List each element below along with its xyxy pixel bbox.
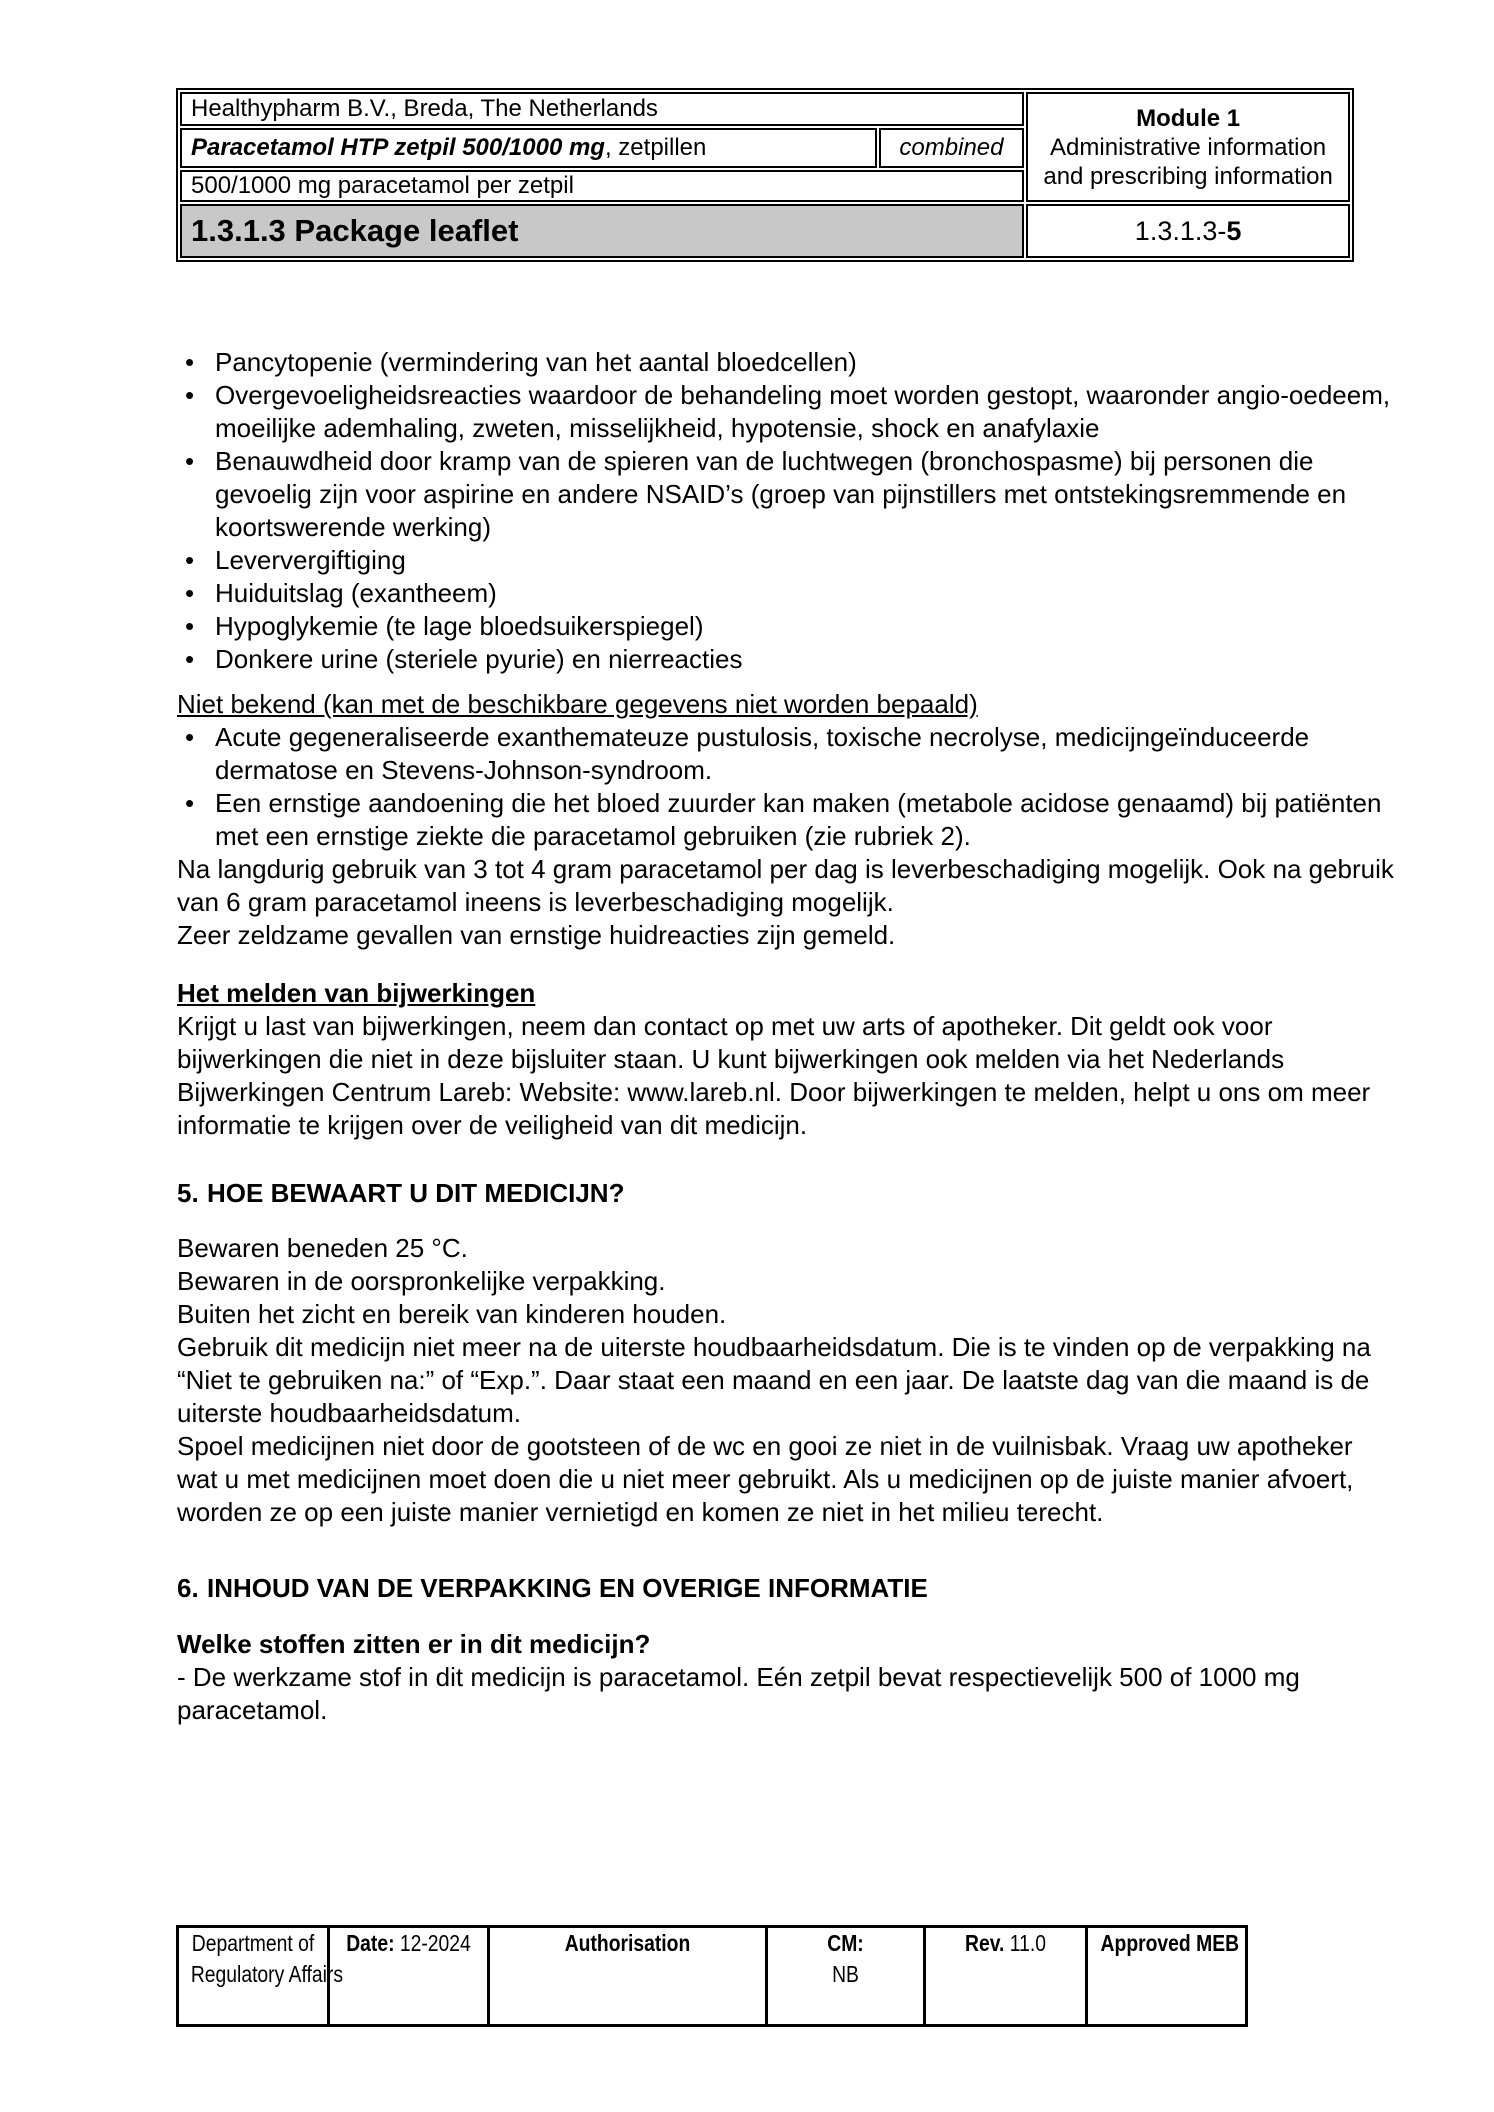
document-footer-table — [176, 1925, 1248, 2027]
list-item: • Benauwdheid door kramp van de spieren van de luchtwegen (bronchospasme) bij personen die gevoelig zijn voor aspirine en andere NSAID’s (groep van pijnstillers met ontstekingsremmende en koortswerende werking) — [177, 445, 1395, 544]
list-item: • Leververgiftiging — [177, 544, 1395, 577]
footer-cm-cell — [767, 1927, 925, 2026]
combined-cell: combined — [879, 128, 1024, 168]
leaflet-body — [177, 346, 1395, 1727]
footer-department-cell — [178, 1927, 343, 2026]
list-item: • Donkere urine (steriele pyurie) en nierreacties — [177, 643, 1395, 676]
module-line2: Administrative information — [1050, 133, 1327, 161]
cm-value: NB — [832, 1961, 859, 1987]
list-item: • Huiduitslag (exantheem) — [177, 577, 1395, 610]
company-cell — [180, 92, 1024, 126]
footer-rev-cell — [925, 1927, 1087, 2026]
date-value: 12-2024 — [399, 1930, 471, 1956]
list-item: • Pancytopenie (vermindering van het aantal bloedcellen) — [177, 346, 1395, 379]
paragraph-bewaren-2: Bewaren in de oorspronkelijke verpakking. — [177, 1266, 666, 1296]
side-effects-list — [177, 346, 1395, 676]
footer-approved-cell — [1087, 1927, 1247, 2026]
list-item: • Acute gegeneraliseerde exanthemateuze pustulosis, toxische necrolyse, medicijngeïnduceerde dermatose en Stevens-Johnson-syndroom. — [177, 721, 1395, 787]
section-6-title: INHOUD VAN DE VERPAKKING EN OVERIGE INFORMATIE — [207, 1573, 928, 1603]
doc-ref-prefix: 1.3.1.3- — [1134, 216, 1227, 246]
paragraph-melden: Krijgt u last van bijwerkingen, neem dan contact op met uw arts of apotheker. Dit geldt ook voor bijwerkingen die niet in deze bijsluiter staan. U kunt bijwerkingen ook melden via het Nederlands Bijwerkingen Centrum Lareb: Website: www.lareb.nl. Door bijwerkingen te melden, helpt u ons om meer informatie te krijgen over de veiligheid van dit medicijn. — [177, 1011, 1371, 1140]
section-6-number: 6. — [177, 1573, 199, 1603]
footer-date-cell — [329, 1927, 489, 2026]
paragraph-werkzame-stof: - De werkzame stof in dit medicijn is paracetamol. Eén zetpil bevat respectievelijk 500 of 1000 mg paracetamol. — [177, 1662, 1300, 1725]
department-line2: Regulatory Affairs — [190, 1961, 343, 1987]
module-cell — [1026, 92, 1350, 202]
welke-stoffen-heading: Welke stoffen zitten er in dit medicijn? — [177, 1629, 651, 1659]
paragraph-langdurig: Na langdurig gebruik van 3 tot 4 gram paracetamol per dag is leverbeschadiging mogelijk. Ook na gebruik van 6 gram paracetamol ineens is leverbeschadiging mogelijk. — [177, 854, 1394, 917]
authorisation-label: Authorisation — [564, 1930, 691, 1956]
doc-ref-cell — [1026, 204, 1350, 258]
section-5-heading — [177, 1177, 1395, 1210]
rev-label: Rev. — [965, 1930, 1005, 1956]
list-item: • Een ernstige aandoening die het bloed zuurder kan maken (metabole acidose genaamd) bij patiënten met een ernstige ziekte die paracetamol gebruiken (zie rubriek 2). — [177, 787, 1395, 853]
product-cell — [180, 128, 877, 168]
paragraph-zeldzaam: Zeer zeldzame gevallen van ernstige huidreacties zijn gemeld. — [177, 920, 896, 950]
paragraph-buiten: Buiten het zicht en bereik van kinderen houden. — [177, 1299, 727, 1329]
date-label: Date: — [346, 1930, 395, 1956]
section-6-heading — [177, 1572, 1395, 1605]
department-line1: Department of — [191, 1930, 315, 1956]
paragraph-bewaren-1: Bewaren beneden 25 °C. — [177, 1233, 468, 1263]
company-name: Healthypharm B.V., Breda, The Netherlands — [191, 95, 658, 122]
section-5-number: 5. — [177, 1178, 199, 1208]
package-leaflet-row: 1.3.1.3 Package leaflet — [180, 204, 1024, 258]
paragraph-spoel: Spoel medicijnen niet door de gootsteen of de wc en gooi ze niet in de vuilnisbak. Vraag uw apotheker wat u met medicijnen moet doen die u niet meer gebruikt. Als u medicijnen op de juiste manier afvoert, worden ze op een juiste manier vernietigd en komen ze niet in het milieu terecht. — [177, 1431, 1354, 1527]
melden-heading: Het melden van bijwerkingen — [177, 978, 536, 1008]
module-line3: and prescribing information — [1043, 162, 1333, 190]
header-row-section — [180, 204, 1350, 258]
strength-cell: 500/1000 mg paracetamol per zetpil — [180, 170, 1024, 202]
rev-value: 11.0 — [1009, 1930, 1046, 1956]
niet-bekend-heading: Niet bekend (kan met de beschikbare gegevens niet worden bepaald) — [177, 689, 978, 719]
list-item: • Hypoglykemie (te lage bloedsuikerspiegel) — [177, 610, 1395, 643]
approved-label: Approved MEB — [1100, 1930, 1240, 1956]
product-suffix: , zetpillen — [604, 134, 707, 161]
product-name: Paracetamol HTP zetpil 500/1000 mg — [191, 134, 605, 161]
header-row-company — [180, 92, 1350, 126]
footer-row — [178, 1927, 1247, 2026]
document-header-table — [176, 88, 1354, 262]
cm-label: CM: — [827, 1930, 864, 1956]
footer-authorisation-cell — [489, 1927, 767, 2026]
section-5-title: HOE BEWAART U DIT MEDICIJN? — [207, 1178, 625, 1208]
module-title: Module 1 — [1136, 104, 1241, 132]
list-item: • Overgevoeligheidsreacties waardoor de behandeling moet worden gestopt, waaronder angio-oedeem, moeilijke ademhaling, zweten, misselijkheid, hypotensie, shock en anafylaxie — [177, 379, 1395, 445]
niet-bekend-list — [177, 721, 1395, 853]
doc-ref-page: 5 — [1226, 216, 1242, 246]
paragraph-gebruik: Gebruik dit medicijn niet meer na de uiterste houdbaarheidsdatum. Die is te vinden op de verpakking na “Niet te gebruiken na:” of “Exp.”. Daar staat een maand en een jaar. De laatste dag van die maand is de uiterste houdbaarheidsdatum. — [177, 1332, 1371, 1428]
